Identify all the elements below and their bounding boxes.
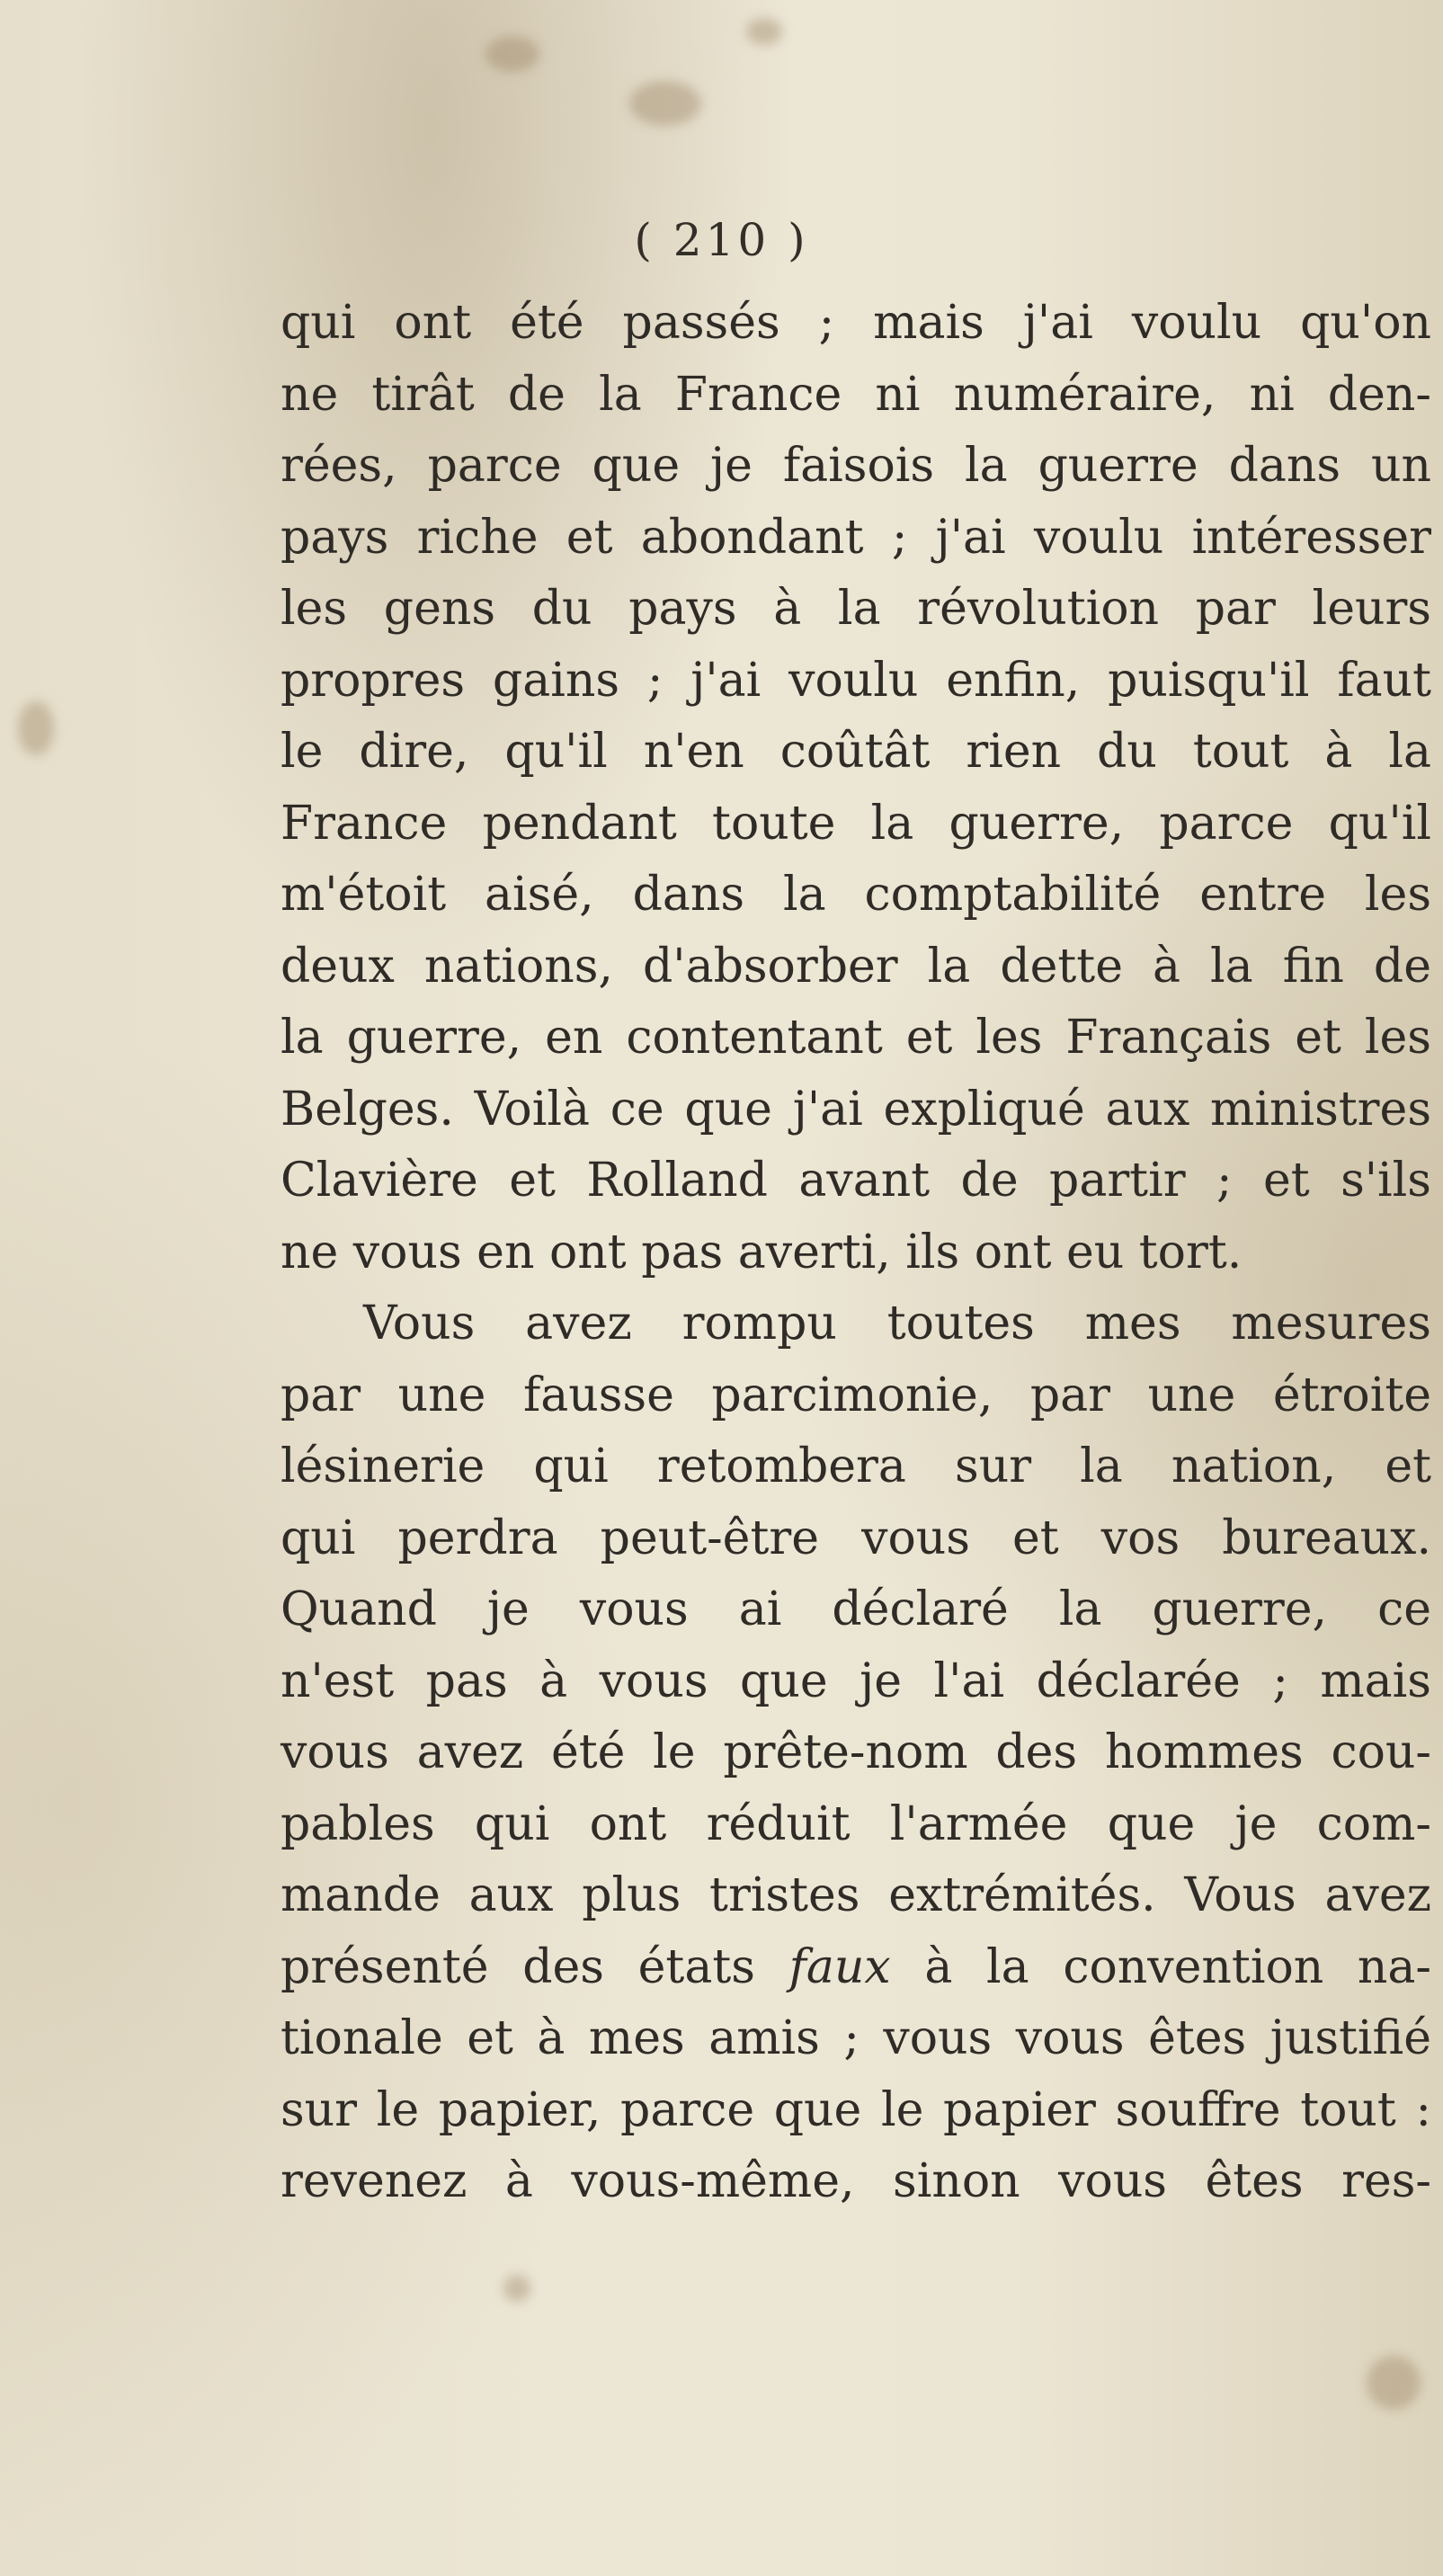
text-line: deux nations, d'absorber la dette à la fin de — [281, 939, 1431, 994]
text-line: la guerre, en contentant et les Français et les — [281, 1011, 1431, 1065]
text-line-with-italic — [281, 1932, 1431, 2004]
text-line: France pendant toute la guerre, parce qu'il — [281, 796, 1431, 851]
text-line: rées, parce que je faisois la guerre dans un — [281, 439, 1431, 493]
foxing-stain — [485, 36, 539, 72]
text-line: le dire, qu'il n'en coûtât rien du tout à la — [281, 725, 1431, 779]
text-line: pables qui ont réduit l'armée que je com- — [281, 1796, 1431, 1851]
text-segment: présenté des états — [281, 1939, 789, 1994]
text-line: revenez à vous-même, sinon vous êtes res- — [281, 2154, 1431, 2208]
text-line: mande aux plus tristes extrémités. Vous avez — [281, 1868, 1431, 1922]
text-line: par une fausse parcimonie, par une étroite — [281, 1368, 1431, 1422]
text-line: Belges. Voilà ce que j'ai expliqué aux ministres — [281, 1082, 1431, 1136]
foxing-stain — [18, 701, 54, 755]
text-line: m'étoit aisé, dans la comptabilité entre les — [281, 868, 1431, 922]
text-line: n'est pas à vous que je l'ai déclarée ; mais — [281, 1653, 1431, 1708]
page-number: ( 210 ) — [634, 214, 809, 266]
foxing-stain — [1367, 2356, 1421, 2410]
foxing-stain — [746, 18, 782, 45]
text-line: lésinerie qui retombera sur la nation, et — [281, 1440, 1431, 1493]
foxing-stain — [629, 81, 701, 126]
paragraph-start-line: Vous avez rompu toutes mes mesures — [363, 1297, 1431, 1350]
italic-word: faux — [788, 1939, 891, 1994]
body-text — [281, 288, 1431, 2218]
text-line: les gens du pays à la révolution par leurs — [281, 582, 1431, 636]
text-line: qui ont été passés ; mais j'ai voulu qu'on — [281, 296, 1431, 350]
text-line: pays riche et abondant ; j'ai voulu intéresser — [281, 510, 1431, 565]
text-line: sur le papier, parce que le papier souffre tout : — [281, 2082, 1431, 2137]
foxing-stain — [503, 2275, 530, 2302]
text-line: vous avez été le prête-nom des hommes cou- — [281, 1725, 1431, 1779]
text-line: Clavière et Rolland avant de partir ; et s'ils — [281, 1154, 1431, 1208]
text-line: tionale et à mes amis ; vous vous êtes justifié — [281, 2011, 1431, 2065]
text-segment: à la convention na- — [890, 1939, 1431, 1994]
paragraph-end-line: ne vous en ont pas averti, ils ont eu tort. — [281, 1225, 1243, 1279]
text-line: ne tirât de la France ni numéraire, ni den- — [281, 367, 1431, 422]
text-line: propres gains ; j'ai voulu enfin, puisqu'il faut — [281, 653, 1431, 708]
text-line: Quand je vous ai déclaré la guerre, ce — [281, 1582, 1431, 1636]
text-line: qui perdra peut-être vous et vos bureaux. — [281, 1511, 1431, 1565]
